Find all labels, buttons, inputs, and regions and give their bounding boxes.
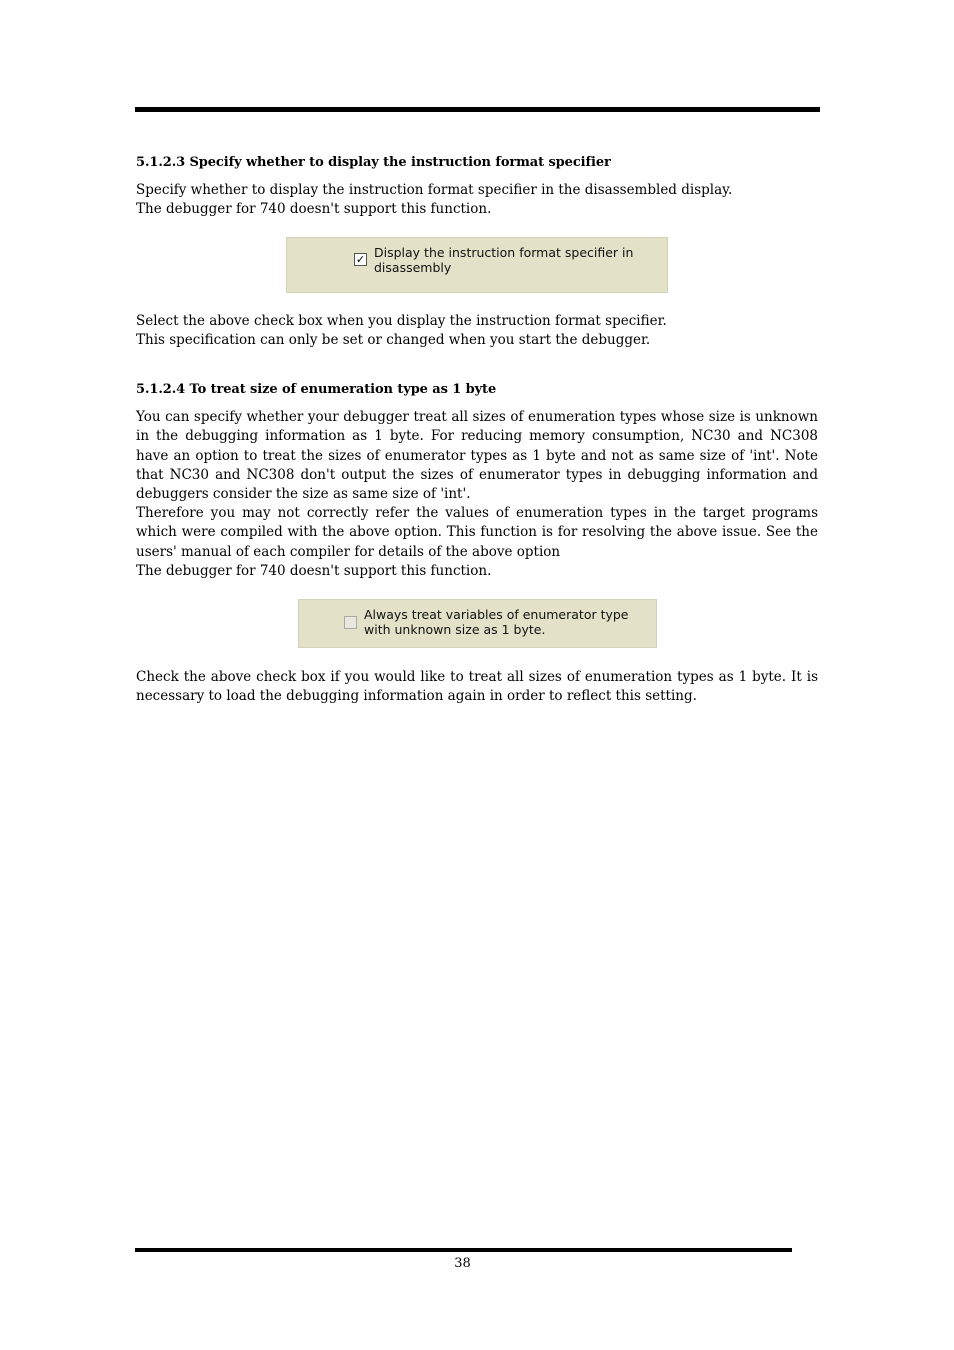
- after-line-1: Select the above check box when you display the instruction format specifier.: [136, 313, 667, 329]
- format-specifier-option-panel: [286, 237, 668, 293]
- enum-size-label[interactable]: [364, 607, 629, 637]
- section-2-paragraph-3: The debugger for 740 doesn't support this function.: [136, 563, 492, 579]
- format-specifier-label-line-2: disassembly: [374, 260, 452, 275]
- intro-line-2: The debugger for 740 doesn't support this function.: [136, 201, 492, 218]
- after-line-2: This specification can only be set or changed when you start the debugger.: [136, 332, 651, 349]
- section-2-paragraph-2: Therefore you may not correctly refer the values of enumeration types in the target programs which were compiled with the above option. This function is for resolving the above issue. See the users' manual of each compiler for details of the above option: [136, 505, 818, 560]
- format-specifier-label-line-1: Display the instruction format specifier in: [374, 245, 634, 260]
- section-heading-5-1-2-4: 5.1.2.4 To treat size of enumeration type as 1 byte: [136, 382, 497, 397]
- section-1-after: [136, 312, 818, 351]
- format-specifier-checkbox[interactable]: [354, 253, 367, 266]
- page-number: 38: [454, 1256, 471, 1271]
- section-2-after: Check the above check box if you would like to treat all sizes of enumeration types as 1 byte. It is necessary to load the debugging information again in order to reflect this setting.: [136, 669, 818, 705]
- section-1-intro: [136, 181, 818, 220]
- footer-rule: [135, 1248, 792, 1252]
- enum-size-label-line-2: with unknown size as 1 byte.: [364, 622, 546, 637]
- header-rule: [135, 107, 820, 112]
- enum-size-label-line-1: Always treat variables of enumerator type: [364, 607, 629, 622]
- section-heading-5-1-2-3: 5.1.2.3 Specify whether to display the instruction format specifier: [136, 155, 611, 170]
- format-specifier-label[interactable]: [374, 245, 633, 275]
- intro-line-1: Specify whether to display the instruction format specifier in the disassembled display.: [136, 182, 733, 198]
- enum-size-checkbox[interactable]: [344, 616, 357, 629]
- enum-size-option-panel: [298, 599, 657, 648]
- section-2-paragraph-1: You can specify whether your debugger treat all sizes of enumeration types whose size is unknown in the debugging information as 1 byte. For reducing memory consumption, NC30 and NC308 have an option to treat the sizes of enumerator types as 1 byte and not as same size of 'int'. Note that NC30 and NC308 don't output the sizes of enumerator types in debugging information and debuggers consider the size as same size of 'int'.: [136, 409, 818, 503]
- checkmark-icon: ✓: [355, 253, 366, 266]
